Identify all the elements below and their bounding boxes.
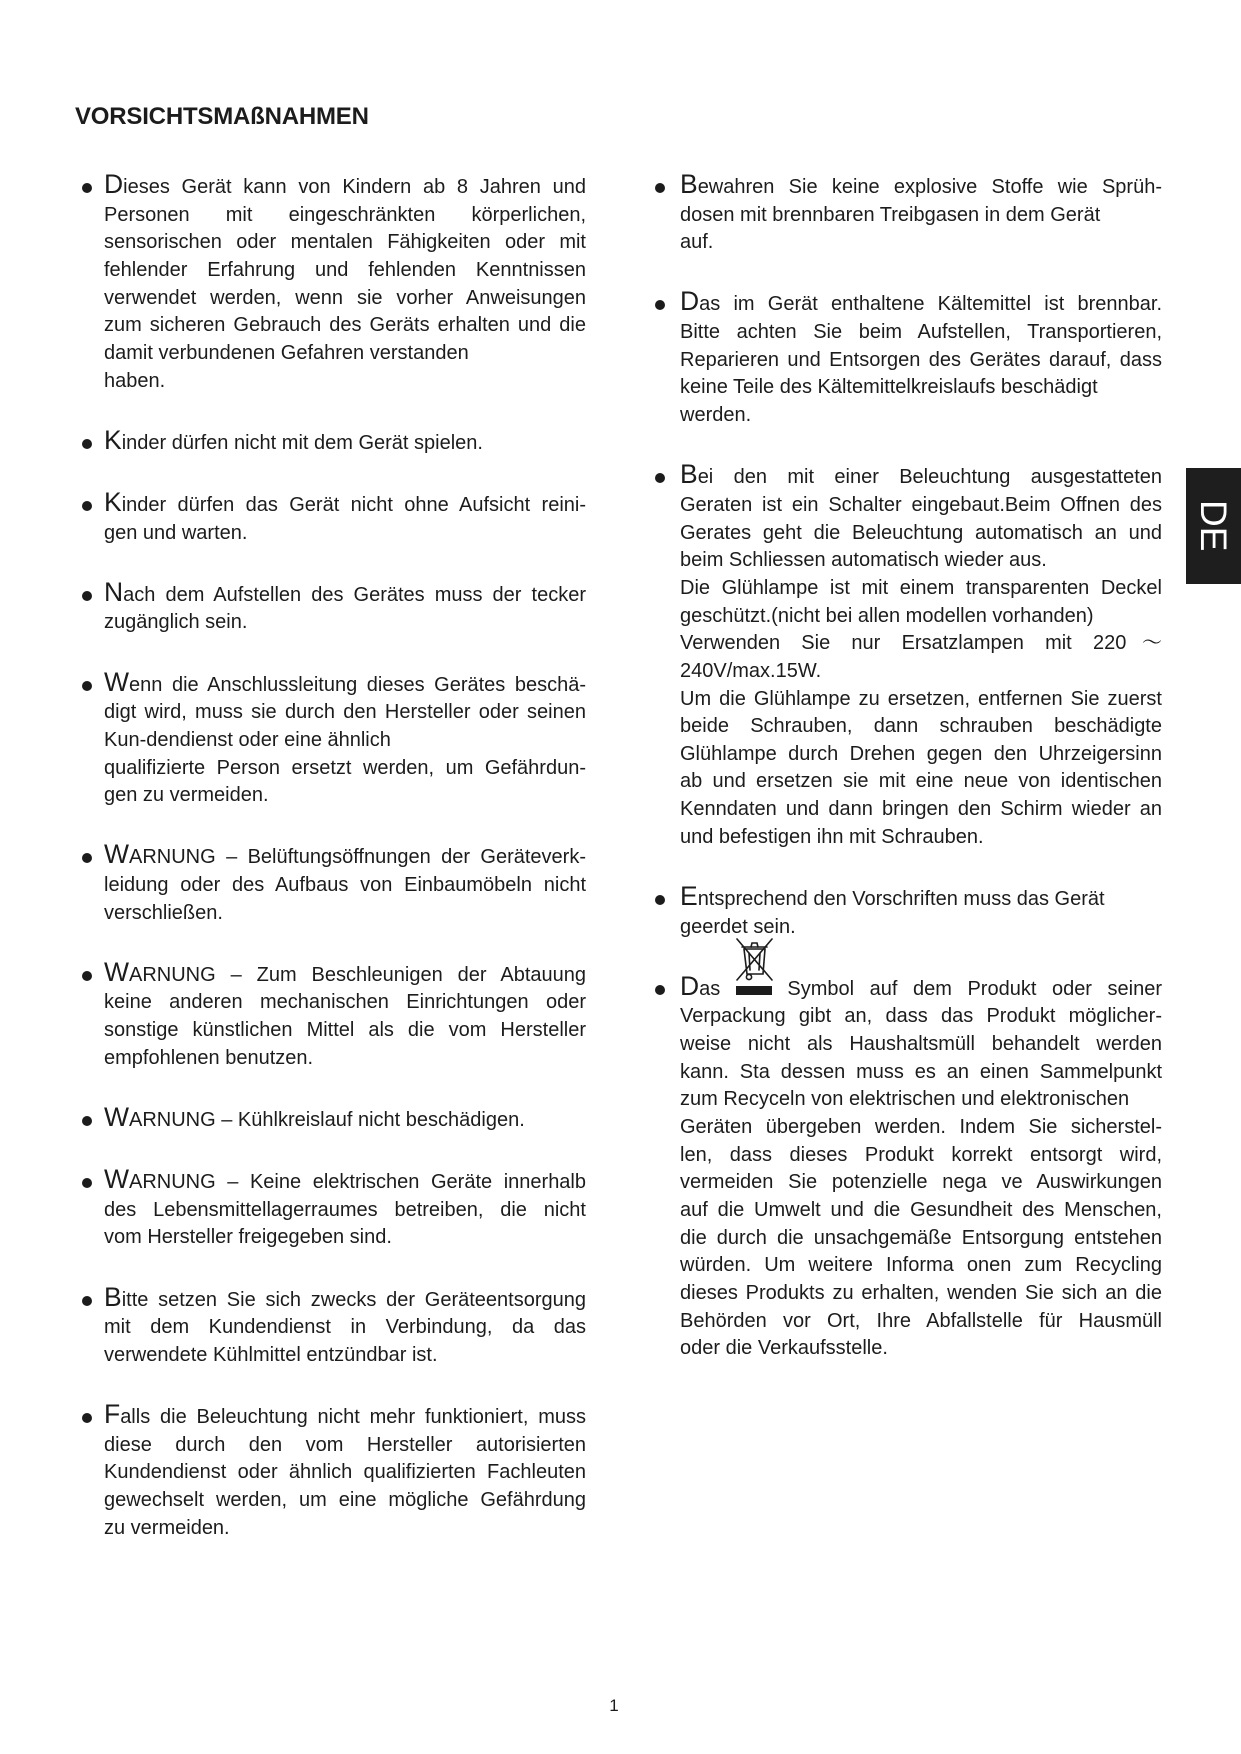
paragraph-segment bbox=[104, 839, 586, 927]
text-before-icon: Das bbox=[680, 970, 721, 1001]
page-number: 1 bbox=[609, 1696, 619, 1715]
text-line: leidung oder des Aufbaus von Einbaumöbeln nicht bbox=[104, 873, 586, 896]
paragraph-segment bbox=[680, 286, 1162, 402]
paragraph-segment bbox=[104, 1164, 586, 1252]
text-line: werden. bbox=[680, 404, 752, 427]
text-line: oder die Verkaufsstelle. bbox=[680, 1337, 888, 1360]
text-after-icon: Symbol auf dem Produkt oder seiner bbox=[787, 977, 1162, 1000]
left-column bbox=[104, 169, 586, 1577]
text-line: Behörden vor Ort, Ihre Abfallstelle für Hausmüll bbox=[680, 1309, 1162, 1332]
text-line: gewechselt werden, um eine mögliche Gefährdung bbox=[104, 1488, 586, 1511]
bullet-icon bbox=[82, 1413, 92, 1423]
text-line: dosen mit brennbaren Treibgasen in dem Gerät bbox=[680, 203, 1101, 226]
text-line: Verwenden Sie nur Ersatzlampen mit 220～ bbox=[680, 632, 1162, 655]
text-line: und befestigen ihn mit Schrauben. bbox=[680, 825, 984, 848]
text-line: Reparieren und Entsorgen des Gerätes darauf, dass bbox=[680, 348, 1162, 371]
bullet-icon bbox=[82, 853, 92, 863]
text-line: Kenndaten und dann bringen den Schirm wieder an bbox=[680, 798, 1162, 821]
text-line: verwendete Kühlmittel entzündbar ist. bbox=[104, 1343, 438, 1366]
bullet-icon bbox=[655, 473, 665, 483]
text-line: beim Schliessen automatisch wieder aus. bbox=[680, 549, 1047, 572]
text-line: die durch die unsachgemäße Entsorgung entstehen bbox=[680, 1226, 1162, 1249]
text-line: verwendet werden, wenn sie vorher Anweisungen bbox=[104, 286, 586, 309]
precaution-item bbox=[680, 459, 1162, 851]
text-line: keine Teile des Kältemittelkreislaufs beschädigt bbox=[680, 376, 1098, 399]
text-line: Gerates geht die Beleuchtung automatisch an und bbox=[680, 521, 1162, 544]
text-line: Bei den mit einer Beleuchtung ausgestatteten bbox=[680, 459, 1162, 490]
precaution-item bbox=[680, 286, 1162, 429]
text-line: dieses Produkts zu erhalten, wenden Sie sich an die bbox=[680, 1281, 1162, 1304]
precaution-item bbox=[680, 169, 1162, 257]
text-line: damit verbundenen Gefahren verstanden bbox=[104, 341, 469, 364]
paragraph-segment bbox=[680, 630, 1162, 685]
text-line: Um die Glühlampe zu ersetzen, entfernen Sie zuerst bbox=[680, 687, 1162, 710]
text-line: gen zu vermeiden. bbox=[104, 784, 269, 807]
precaution-item bbox=[104, 424, 586, 458]
paragraph-segment bbox=[104, 424, 586, 458]
bullet-icon bbox=[82, 971, 92, 981]
text-line: Falls die Beleuchtung nicht mehr funktioniert, muss bbox=[104, 1399, 586, 1429]
bullet-icon bbox=[82, 439, 92, 449]
paragraph-segment bbox=[680, 459, 1162, 575]
text-line: Dieses Gerät kann von Kindern ab 8 Jahren und bbox=[104, 169, 586, 199]
bullet-icon bbox=[82, 1296, 92, 1306]
text-line: Die Glühlampe ist mit einem transparenten Deckel bbox=[680, 576, 1162, 599]
text-line: auf die Umwelt und die Gesundheit des Menschen, bbox=[680, 1199, 1162, 1221]
text-line: Nach dem Aufstellen des Gerätes muss der tecker bbox=[104, 576, 586, 607]
bullet-icon bbox=[655, 985, 665, 995]
text-line: Das im Gerät enthaltene Kältemittel ist brennbar. bbox=[680, 286, 1162, 317]
precaution-item bbox=[104, 1164, 586, 1252]
text-line: Kun-dendienst oder eine ähnlich bbox=[104, 728, 391, 751]
paragraph-segment bbox=[104, 755, 586, 810]
bullet-icon bbox=[82, 681, 92, 691]
precaution-item bbox=[104, 956, 586, 1073]
text-line bbox=[680, 970, 1162, 1004]
text-line: Wenn die Anschlussleitung dieses Gerätes beschä- bbox=[104, 666, 586, 697]
text-line: Bitte setzen Sie sich zwecks der Geräteentsorgung bbox=[104, 1281, 586, 1312]
precaution-item bbox=[104, 1281, 586, 1370]
paragraph-segment bbox=[104, 666, 586, 755]
paragraph-segment bbox=[680, 402, 1162, 430]
paragraph-segment bbox=[680, 880, 1162, 914]
bullet-icon bbox=[82, 501, 92, 511]
text-line: Kundendienst oder ähnlich qualifizierten Fachleuten bbox=[104, 1461, 586, 1484]
paragraph-segment bbox=[680, 575, 1162, 630]
precaution-item bbox=[104, 839, 586, 927]
text-line: geerdet sein. bbox=[680, 915, 796, 938]
text-line: Personen mit eingeschränkten körperlichen, bbox=[104, 203, 586, 226]
language-tab-label: DE bbox=[1193, 500, 1234, 552]
precaution-item bbox=[104, 486, 586, 547]
paragraph-segment bbox=[104, 1101, 586, 1135]
bullet-icon bbox=[82, 591, 92, 601]
precaution-item bbox=[104, 666, 586, 810]
text-line: 240V/max.15W. bbox=[680, 659, 822, 682]
text-line: Glühlampe durch Drehen gegen den Uhrzeigersinn bbox=[680, 742, 1162, 765]
text-line: des Lebensmittellagerraumes betreiben, die nicht bbox=[104, 1198, 586, 1221]
right-column bbox=[680, 169, 1162, 1397]
paragraph-segment bbox=[104, 1399, 586, 1542]
text-line: zum Recyceln von elektrischen und elektronischen bbox=[680, 1088, 1130, 1111]
text-line: WARNUNG – Zum Beschleunigen der Abtauung bbox=[104, 956, 586, 987]
page-title: VORSICHTSMAßNAHMEN bbox=[75, 103, 369, 130]
text-line: ab und ersetzen sie mit eine neue von identischen bbox=[680, 770, 1162, 793]
text-line: qualifizierte Person ersetzt werden, um Gefährdun- bbox=[104, 756, 586, 779]
text-line: WARNUNG – Belüftungsöffnungen der Geräteverk- bbox=[104, 839, 586, 870]
text-line: digt wird, muss sie durch den Hersteller oder seinen bbox=[104, 701, 586, 724]
text-line: sonstige künstlichen Mittel als die vom Hersteller bbox=[104, 1019, 586, 1042]
text-line: zum sicheren Gebrauch des Geräts erhalten und die bbox=[104, 314, 586, 337]
paragraph-segment bbox=[680, 686, 1162, 852]
paragraph-segment bbox=[680, 970, 1162, 1114]
text-line: weise nicht als Haushaltsmüll behandelt werden bbox=[680, 1033, 1162, 1056]
language-tab bbox=[1186, 468, 1241, 584]
text-line: WARNUNG – Kühlkreislauf nicht beschädigen. bbox=[104, 1101, 525, 1132]
bullet-icon bbox=[655, 895, 665, 905]
text-line: empfohlenen benutzen. bbox=[104, 1046, 314, 1069]
text-line: diese durch den vom Hersteller autorisierten bbox=[104, 1433, 586, 1456]
text-line: fehlender Erfahrung und fehlenden Kenntnissen bbox=[104, 258, 586, 281]
text-line: Kinder dürfen nicht mit dem Gerät spielen. bbox=[104, 424, 483, 455]
text-line: Bewahren Sie keine explosive Stoffe wie Sprüh- bbox=[680, 169, 1162, 199]
text-line: Geraten ist ein Schalter eingebaut.Beim Offnen des bbox=[680, 493, 1162, 516]
precaution-item bbox=[104, 169, 586, 395]
weee-crossed-out-bin-icon bbox=[736, 986, 772, 995]
bullet-icon bbox=[82, 1178, 92, 1188]
paragraph-segment bbox=[104, 486, 586, 547]
text-line: len, dass dieses Produkt korrekt entsorgt wird, bbox=[680, 1143, 1162, 1166]
paragraph-segment bbox=[104, 1281, 586, 1370]
precaution-item bbox=[104, 576, 586, 637]
text-line: kann. Sta dessen muss es an einen Sammelpunkt bbox=[680, 1060, 1162, 1083]
bullet-icon bbox=[655, 300, 665, 310]
text-line: auf. bbox=[680, 231, 714, 254]
text-line: Geräten übergeben werden. Indem Sie sicherstel- bbox=[680, 1116, 1162, 1139]
text-line: verschließen. bbox=[104, 901, 223, 924]
text-line: haben. bbox=[104, 369, 166, 392]
paragraph-segment bbox=[680, 169, 1162, 229]
text-line: sensorischen oder mentalen Fähigkeiten oder mit bbox=[104, 231, 586, 254]
text-line: beide Schrauben, dann schrauben beschädigte bbox=[680, 715, 1162, 738]
text-line: Kinder dürfen das Gerät nicht ohne Aufsicht reini- bbox=[104, 486, 586, 517]
text-line: vom Hersteller freigegeben sind. bbox=[104, 1226, 392, 1249]
paragraph-segment bbox=[104, 169, 586, 368]
text-line: vermeiden Sie potenzielle nega ve Auswirkungen bbox=[680, 1171, 1162, 1194]
text-line: Bitte achten Sie beim Aufstellen, Transportieren, bbox=[680, 321, 1162, 344]
bullet-icon bbox=[655, 183, 665, 193]
paragraph-segment bbox=[680, 1114, 1162, 1363]
text-line: würden. Um weitere Informa onen zum Recycling bbox=[680, 1254, 1162, 1277]
text-line: Verpackung gibt an, dass das Produkt möglicher- bbox=[680, 1005, 1162, 1028]
text-line: zugänglich sein. bbox=[104, 611, 248, 634]
text-line: keine anderen mechanischen Einrichtungen oder bbox=[104, 991, 586, 1014]
text-line: WARNUNG – Keine elektrischen Geräte innerhalb bbox=[104, 1164, 586, 1195]
text-line: gen und warten. bbox=[104, 521, 248, 544]
precaution-item bbox=[104, 1101, 586, 1135]
precaution-item bbox=[680, 970, 1162, 1363]
paragraph-segment bbox=[680, 229, 1162, 257]
text-line: geschützt.(nicht bei allen modellen vorhanden) bbox=[680, 604, 1094, 627]
bullet-icon bbox=[82, 183, 92, 193]
bullet-icon bbox=[82, 1116, 92, 1126]
paragraph-segment bbox=[104, 576, 586, 637]
precaution-item bbox=[104, 1399, 586, 1542]
paragraph-segment bbox=[104, 368, 586, 396]
text-line: zu vermeiden. bbox=[104, 1516, 230, 1539]
text-line: mit dem Kundendienst in Verbindung, da das bbox=[104, 1316, 586, 1339]
paragraph-segment bbox=[104, 956, 586, 1073]
precaution-item bbox=[680, 880, 1162, 941]
text-line: Entsprechend den Vorschriften muss das Gerät bbox=[680, 880, 1105, 911]
